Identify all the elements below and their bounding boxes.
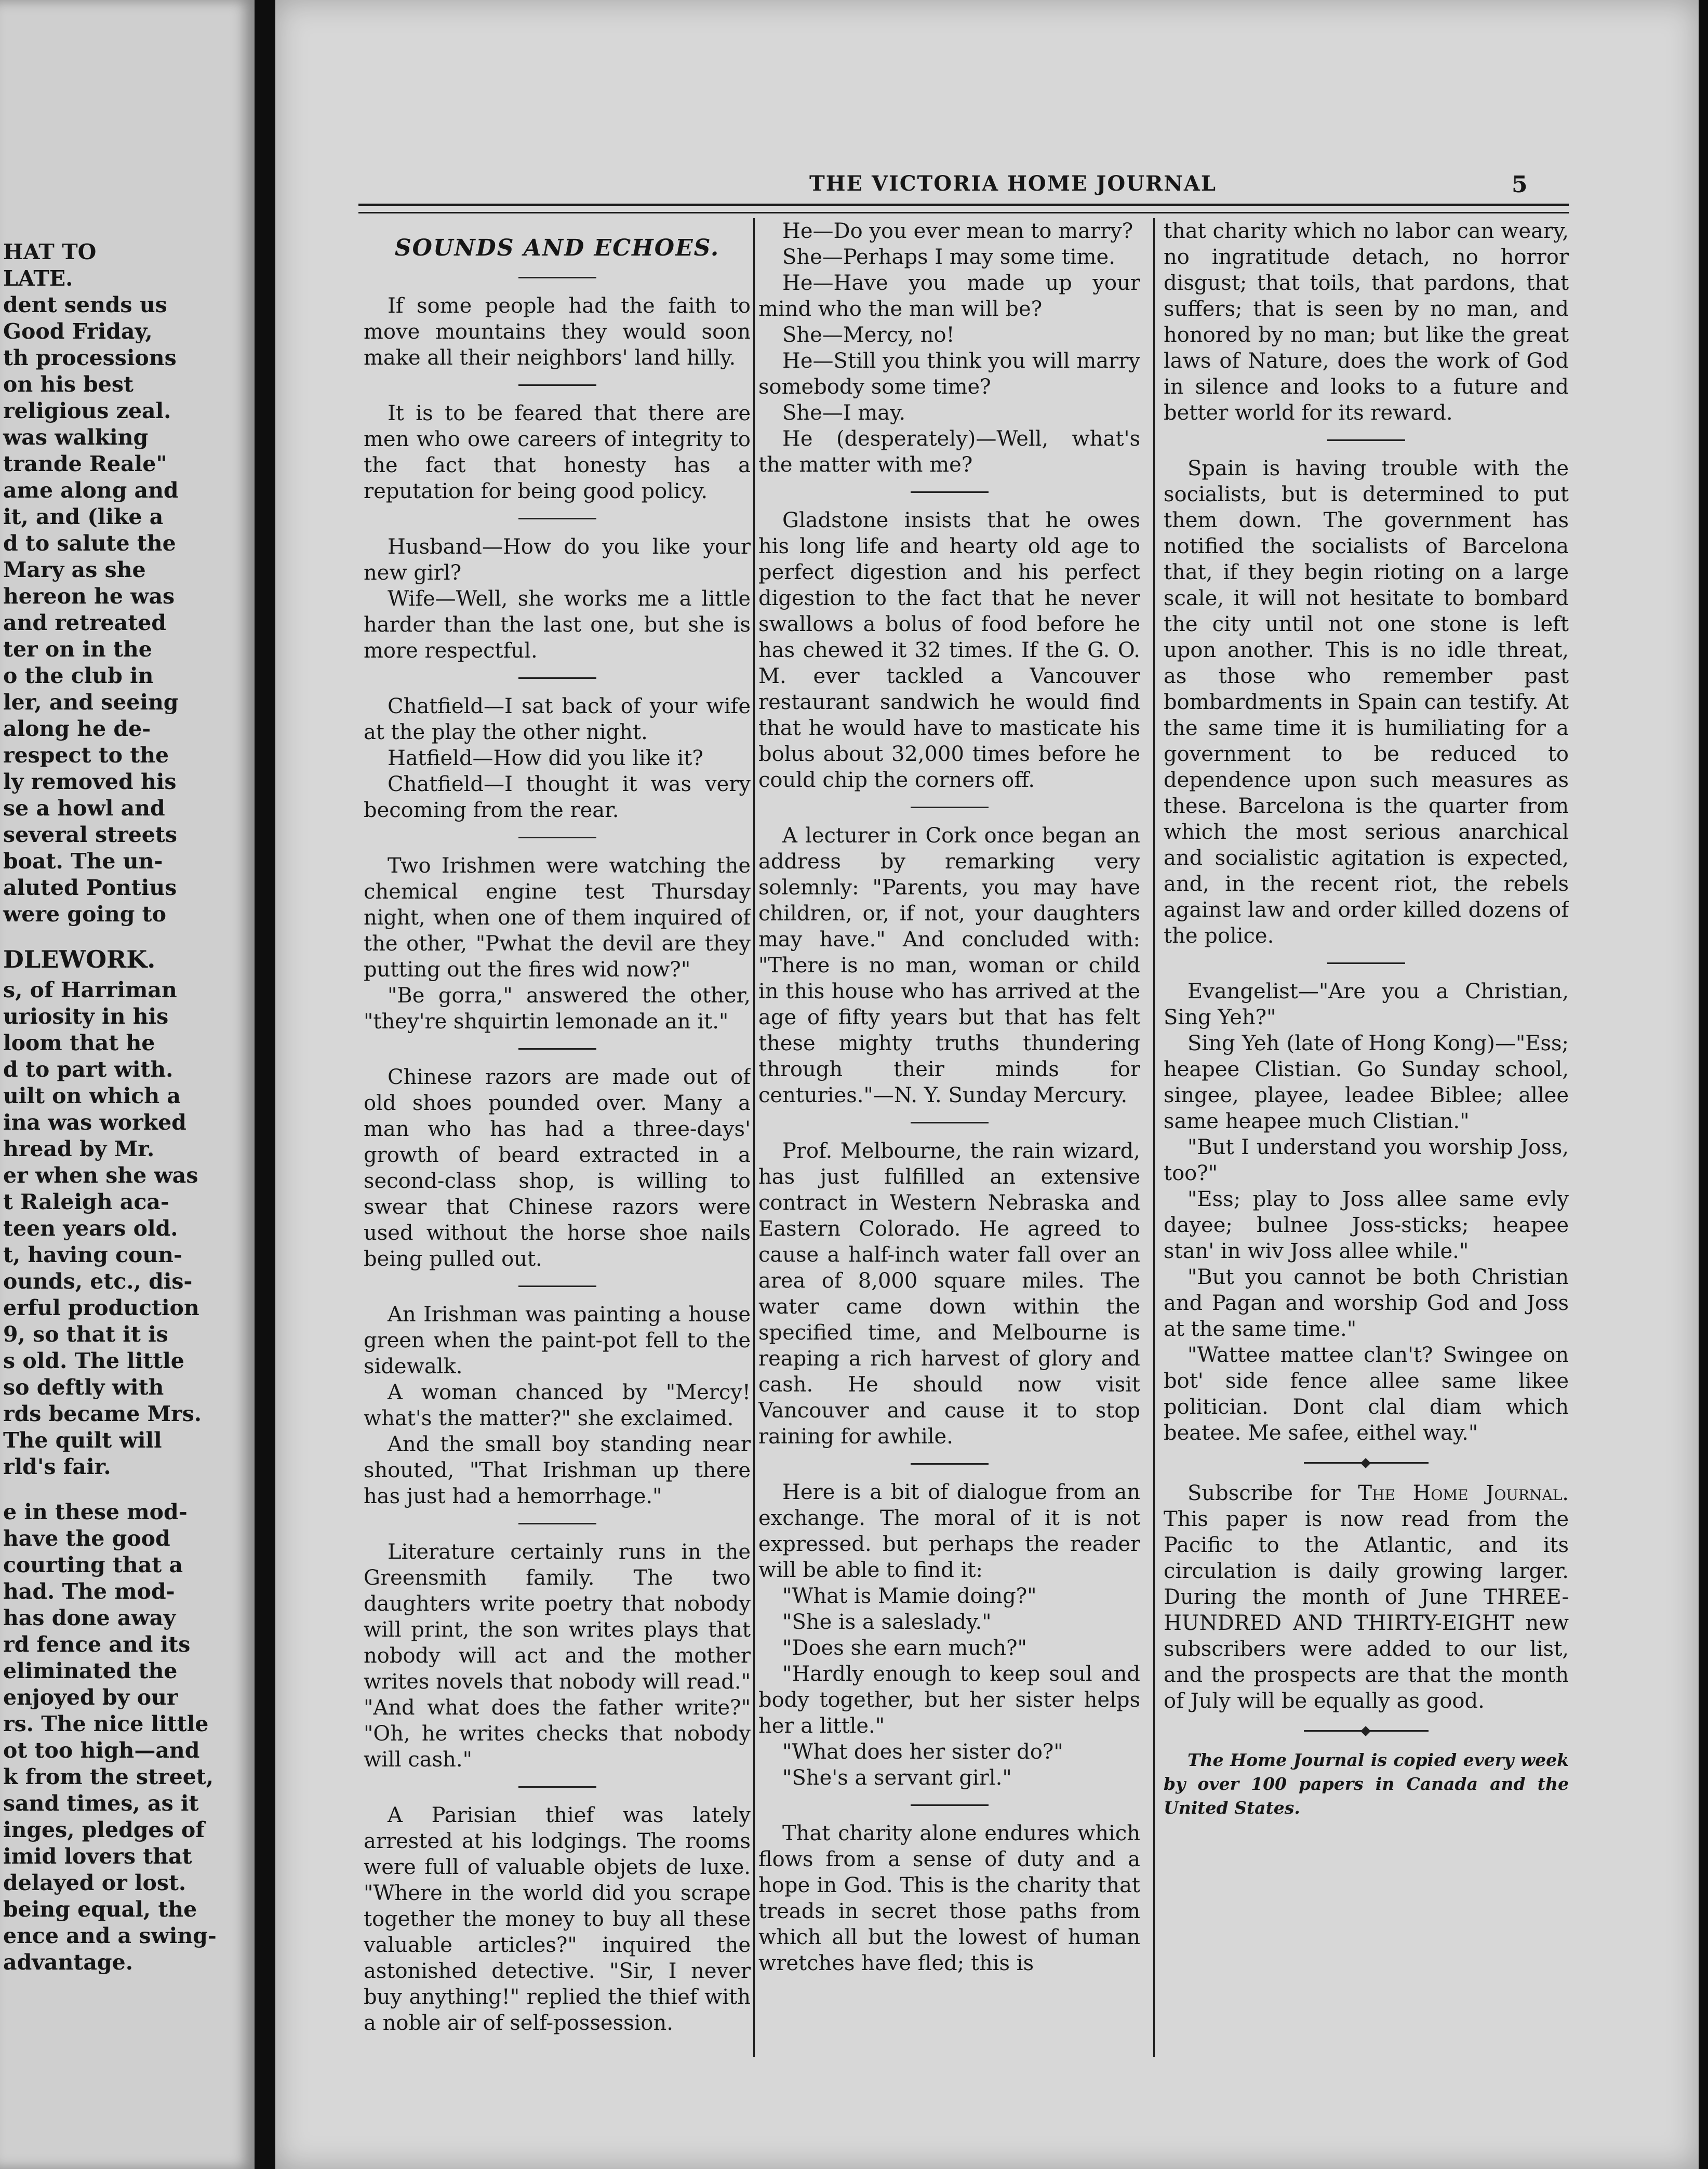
fragment-line: 9, so that it is xyxy=(3,1322,168,1347)
separator xyxy=(911,1463,989,1465)
item-charity: That charity alone endures which flows from a sense of duty and a hope in God. This is the charity that treads in secret those paths from which all but the lowest of human wretches have fled; this is xyxy=(758,1822,1140,1975)
fragment-line: th processions xyxy=(3,345,177,370)
fragment-block-b xyxy=(3,977,255,1480)
fragment-line: erful production xyxy=(3,1295,199,1320)
column-rule xyxy=(753,218,755,2057)
fragment-line: ler, and seeing xyxy=(3,690,179,715)
fragment-line: trande Reale" xyxy=(3,451,167,476)
item-irishmen-reply: "Be gorra," answered the other, "they're shquirtin lemonade an it." xyxy=(364,984,751,1034)
fragment-line: rd fence and its xyxy=(3,1632,191,1657)
fragment-line: o the club in xyxy=(3,663,154,688)
quote-line: "What is Mamie doing?" xyxy=(782,1584,1037,1608)
fragment-line: rs. The nice little xyxy=(3,1711,209,1736)
section-heading: SOUNDS AND ECHOES. xyxy=(394,235,720,261)
fragment-line: er when she was xyxy=(3,1163,198,1188)
separator xyxy=(518,1523,596,1524)
fragment-line: eliminated the xyxy=(3,1658,178,1683)
page-number: 5 xyxy=(1512,171,1528,198)
fragment-line: delayed or lost. xyxy=(3,1870,186,1895)
fragment-line: loom that he xyxy=(3,1030,155,1055)
item-razors: Chinese razors are made out of old shoes pounded over. Many a man who has had a three-days' growth of beard extracted in a second-class shop, is willing to swear that Chinese razors were used without the horse shoe nails being pulled out. xyxy=(364,1065,751,1271)
item-sing-yeh: Sing Yeh (late of Hong Kong)—"Ess; heapee Clistian. Go Sunday school, singee, playee, leadee Biblee; allee same heapee much Clistian." xyxy=(1164,1032,1569,1133)
fragment-line: t, having coun- xyxy=(3,1242,182,1267)
fragment-line: d to part with. xyxy=(3,1057,174,1082)
fragment-line: s, of Harriman xyxy=(3,978,177,1002)
fragment-line: t Raleigh aca- xyxy=(3,1189,169,1214)
item-faith: If some people had the faith to move mountains they would soon make all their neighbors' land hilly. xyxy=(364,294,751,370)
separator xyxy=(518,1048,596,1050)
item-irishmen: Two Irishmen were watching the chemical engine test Thursday night, when one of them inquired of the other, "Pwhat the devil are they putting out the fires wid now?" xyxy=(364,854,751,982)
item-evangelist: Evangelist—"Are you a Christian, Sing Yeh?" xyxy=(1164,980,1569,1029)
separator xyxy=(518,384,596,386)
fragment-line: being equal, the xyxy=(3,1897,197,1922)
ornamental-rule xyxy=(1304,1728,1429,1734)
item-gladstone: Gladstone insists that he owes his long life and hearty old age to perfect digestion and his perfect digestion to the fact that he never swallows a bolus of food before he has chewed it 32 times. If the G. O. M. ever tackled a Vancouver restaurant sandwich he would find that he would have to masticate his bolus about 32,000 times before he could chip the corners off. xyxy=(758,508,1140,792)
fragment-block-c xyxy=(3,1499,255,1976)
right-edge xyxy=(1699,0,1708,2169)
item-joss-question: "But I understand you worship Joss, too?" xyxy=(1164,1135,1569,1185)
dialogue-line: She—I may. xyxy=(782,401,906,425)
fragment-line: it, and (like a xyxy=(3,504,164,529)
fragment-line: Good Friday, xyxy=(3,319,153,344)
fragment-block-a xyxy=(3,239,255,928)
fragment-line: several streets xyxy=(3,822,177,847)
fragment-line: ter on in the xyxy=(3,637,152,662)
copied-note: The Home Journal is copied every week by over 100 papers in Canada and the United States. xyxy=(1164,1750,1569,1818)
separator xyxy=(518,677,596,679)
dialogue-line: He—Do you ever mean to marry? xyxy=(782,219,1133,243)
item-charity-continued: that charity which no labor can weary, no ingratitude detach, no horror disgust; that toils, that pardons, that suffers; that is seen by no man, and honored by no man; but like the great laws of Nature, does the work of God in silence and looks to a future and better world for its reward. xyxy=(1164,219,1569,425)
fragment-line: had. The mod- xyxy=(3,1579,175,1604)
separator xyxy=(518,1286,596,1287)
dialogue-line: He—Still you think you will marry somebody some time? xyxy=(758,349,1140,399)
fragment-heading: DLEWORK. xyxy=(3,945,156,973)
fragment-line: was walking xyxy=(3,425,149,450)
fragment-line: d to salute the xyxy=(3,531,176,556)
fragment-line: has done away xyxy=(3,1605,176,1630)
item-integrity: It is to be feared that there are men who owe careers of integrity to the fact that honesty has a reputation for being good policy. xyxy=(364,401,751,503)
fragment-line: hread by Mr. xyxy=(3,1136,155,1161)
journal-name: The Home Journal. xyxy=(1358,1481,1569,1505)
fragment-line: enjoyed by our xyxy=(3,1685,178,1710)
item-chatfield-2: Chatfield—I thought it was very becoming from the rear. xyxy=(364,772,751,822)
column-1 xyxy=(364,218,751,2057)
separator xyxy=(911,491,989,493)
item-spain: Spain is having trouble with the socialists, but is determined to put them down. The government has notified the socialists of Barcelona that, if they begin rioting on a large scale, it will not hesitate to bombard the city until not one stone is left upon another. This is no idle threat, as those who remember past bombardments in Spain can testify. At the same time it is humiliating for a government to be reduced to dependence upon such measures as these. Barcelona is the quarter from which the most serious anarchical and socialistic agitation is expected, and, in the recent riot, the rebels against law and order killed dozens of the police. xyxy=(1164,457,1569,948)
fragment-line: sand times, as it xyxy=(3,1791,199,1816)
fragment-line: inges, pledges of xyxy=(3,1817,205,1842)
item-pagan-question: "But you cannot be both Christian and Pagan and worship God and Joss at the same time." xyxy=(1164,1265,1569,1341)
item-hatfield: Hatfield—How did you like it? xyxy=(388,746,703,770)
separator xyxy=(911,1804,989,1806)
fragment-line: LATE. xyxy=(3,266,73,291)
fragment-line: ence and a swing- xyxy=(3,1923,217,1948)
column-2 xyxy=(758,218,1140,2057)
header-rule xyxy=(358,204,1569,206)
fragment-line: teen years old. xyxy=(3,1216,178,1241)
item-joss-answer: "Ess; play to Joss allee same evly dayee; bulnee Joss-sticks; heapee stan' in wiv Joss allee while." xyxy=(1164,1187,1569,1263)
item-wife: Wife—Well, she works me a little harder than the last one, but she is more respectful. xyxy=(364,587,751,663)
fragment-line: respect to the xyxy=(3,743,169,768)
fragment-line: e in these mod- xyxy=(3,1499,188,1524)
fragment-line: advantage. xyxy=(3,1950,133,1975)
fragment-line: dent sends us xyxy=(3,292,167,317)
item-husband: Husband—How do you like your new girl? xyxy=(364,535,751,585)
quote-line: "What does her sister do?" xyxy=(782,1740,1063,1764)
fragment-line: rld's fair. xyxy=(3,1454,111,1479)
dialogue-line: He (desperately)—Well, what's the matter with me? xyxy=(758,427,1140,477)
separator xyxy=(518,837,596,838)
fragment-line: s old. The little xyxy=(3,1348,184,1373)
fragment-line: ly removed his xyxy=(3,769,177,794)
fragment-line: have the good xyxy=(3,1526,170,1551)
dialogue-line: She—Mercy, no! xyxy=(782,323,955,347)
item-lecturer: A lecturer in Cork once began an address by remarking very solemnly: "Parents, you may have children, or, if not, your daughters may have." And concluded with: "There is no man, woman or child in this house who has arrived at the age of fifty years but that has felt these mighty truths thundering through their minds for centuries."—N. Y. Sunday Mercury. xyxy=(758,824,1140,1107)
separator xyxy=(911,1122,989,1123)
column-rule xyxy=(1153,218,1155,2057)
dialogue-line: She—Perhaps I may some time. xyxy=(782,245,1115,269)
quote-line: "Hardly enough to keep soul and body together, but her sister helps her a little." xyxy=(758,1662,1140,1738)
fragment-line: religious zeal. xyxy=(3,398,171,423)
quote-line: "She's a servant girl." xyxy=(782,1766,1012,1790)
fragment-line: boat. The un- xyxy=(3,849,163,874)
fragment-line: rds became Mrs. xyxy=(3,1401,202,1426)
fragment-line: ot too high—and xyxy=(3,1738,200,1763)
newspaper-page xyxy=(275,0,1699,2169)
fragment-line: along he de- xyxy=(3,716,151,741)
fragment-line: ounds, etc., dis- xyxy=(3,1269,193,1294)
item-painter: An Irishman was painting a house green when the paint-pot fell to the sidewalk. xyxy=(364,1303,751,1378)
fragment-line: k from the street, xyxy=(3,1764,214,1789)
dialogue-line: He—Have you made up your mind who the man will be? xyxy=(758,271,1140,321)
separator xyxy=(1327,962,1405,964)
fragment-line: ame along and xyxy=(3,478,179,503)
header-rule-thin xyxy=(358,212,1569,213)
fragment-line: aluted Pontius xyxy=(3,875,177,900)
left-fragment-text xyxy=(3,239,255,1976)
item-rain-wizard: Prof. Melbourne, the rain wizard, has just fulfilled an extensive contract in Western Nebraska and Eastern Colorado. He agreed to cause a half-inch water fall over an area of 8,000 square miles. The water came down within the specified time, and Melbourne is reaping a rich harvest of glory and cash. He should now visit Vancouver and cause it to stop raining for awhile. xyxy=(758,1139,1140,1449)
item-dialogue-intro: Here is a bit of dialogue from an exchange. The moral of it is not expressed. but perhaps the reader will be able to find it: xyxy=(758,1480,1140,1582)
quote-line: "She is a saleslady." xyxy=(782,1610,992,1634)
fragment-line: were going to xyxy=(3,902,166,927)
binding-gutter xyxy=(255,0,275,2169)
fragment-line: Mary as she xyxy=(3,557,146,582)
separator xyxy=(1327,439,1405,441)
item-parisian-thief: A Parisian thief was lately arrested at his lodgings. The rooms were full of valuable objets de luxe. "Where in the world did you scrape together the money to buy all these valuable articles?" inquired the astonished detective. "Sir, I never buy anything!" replied the thief with a noble air of self-possession. xyxy=(364,1803,751,2035)
subscribe-notice xyxy=(1164,1480,1569,1714)
fragment-line: courting that a xyxy=(3,1552,183,1577)
separator xyxy=(518,277,596,278)
separator xyxy=(518,1786,596,1788)
fragment-line: hereon he was xyxy=(3,584,175,609)
fragment-line: so deftly with xyxy=(3,1375,164,1400)
fragment-line: uilt on which a xyxy=(3,1083,181,1108)
fragment-line: and retreated xyxy=(3,610,166,635)
item-chatfield-1: Chatfield—I sat back of your wife at the play the other night. xyxy=(364,694,751,744)
column-3 xyxy=(1164,218,1569,2057)
ornamental-rule xyxy=(1304,1460,1429,1466)
fragment-line: HAT TO xyxy=(3,239,97,264)
running-head: THE VICTORIA HOME JOURNAL xyxy=(809,171,1217,196)
subscribe-lead: Subscribe for xyxy=(1187,1481,1358,1505)
item-painter-woman: A woman chanced by "Mercy! what's the matter?" she exclaimed. xyxy=(364,1381,751,1430)
left-page-fragment xyxy=(0,0,255,2169)
separator xyxy=(911,807,989,808)
fragment-line: uriosity in his xyxy=(3,1004,169,1029)
fragment-line: ina was worked xyxy=(3,1110,186,1135)
fragment-line: on his best xyxy=(3,372,134,397)
item-pagan-answer: "Wattee mattee clan't? Swingee on bot' side fence allee same likee politician. Dont clal diam which beatee. Me safee, eithel way." xyxy=(1164,1343,1569,1445)
quote-line: "Does she earn much?" xyxy=(782,1636,1027,1660)
item-literature: Literature certainly runs in the Greensmith family. The two daughters write poetry that nobody will print, the son writes plays that nobody will act and the mother writes novels that nobody will read." "And what does the father write?" "Oh, he writes checks that nobody will cash." xyxy=(364,1540,751,1772)
fragment-line: imid lovers that xyxy=(3,1844,192,1869)
fragment-line: The quilt will xyxy=(3,1428,162,1453)
separator xyxy=(518,518,596,519)
item-painter-boy: And the small boy standing near shouted, "That Irishman up there has just had a hemorrhage." xyxy=(364,1432,751,1508)
fragment-line: se a howl and xyxy=(3,796,165,821)
subscribe-text: This paper is now read from the Pacific to the Atlantic, and its circulation is daily growing larger. During the month of June THREE-HUNDRED AND THIRTY-EIGHT new subscribers were added to our list, and the prospects are that the month of July will be equally as good. xyxy=(1164,1507,1569,1713)
